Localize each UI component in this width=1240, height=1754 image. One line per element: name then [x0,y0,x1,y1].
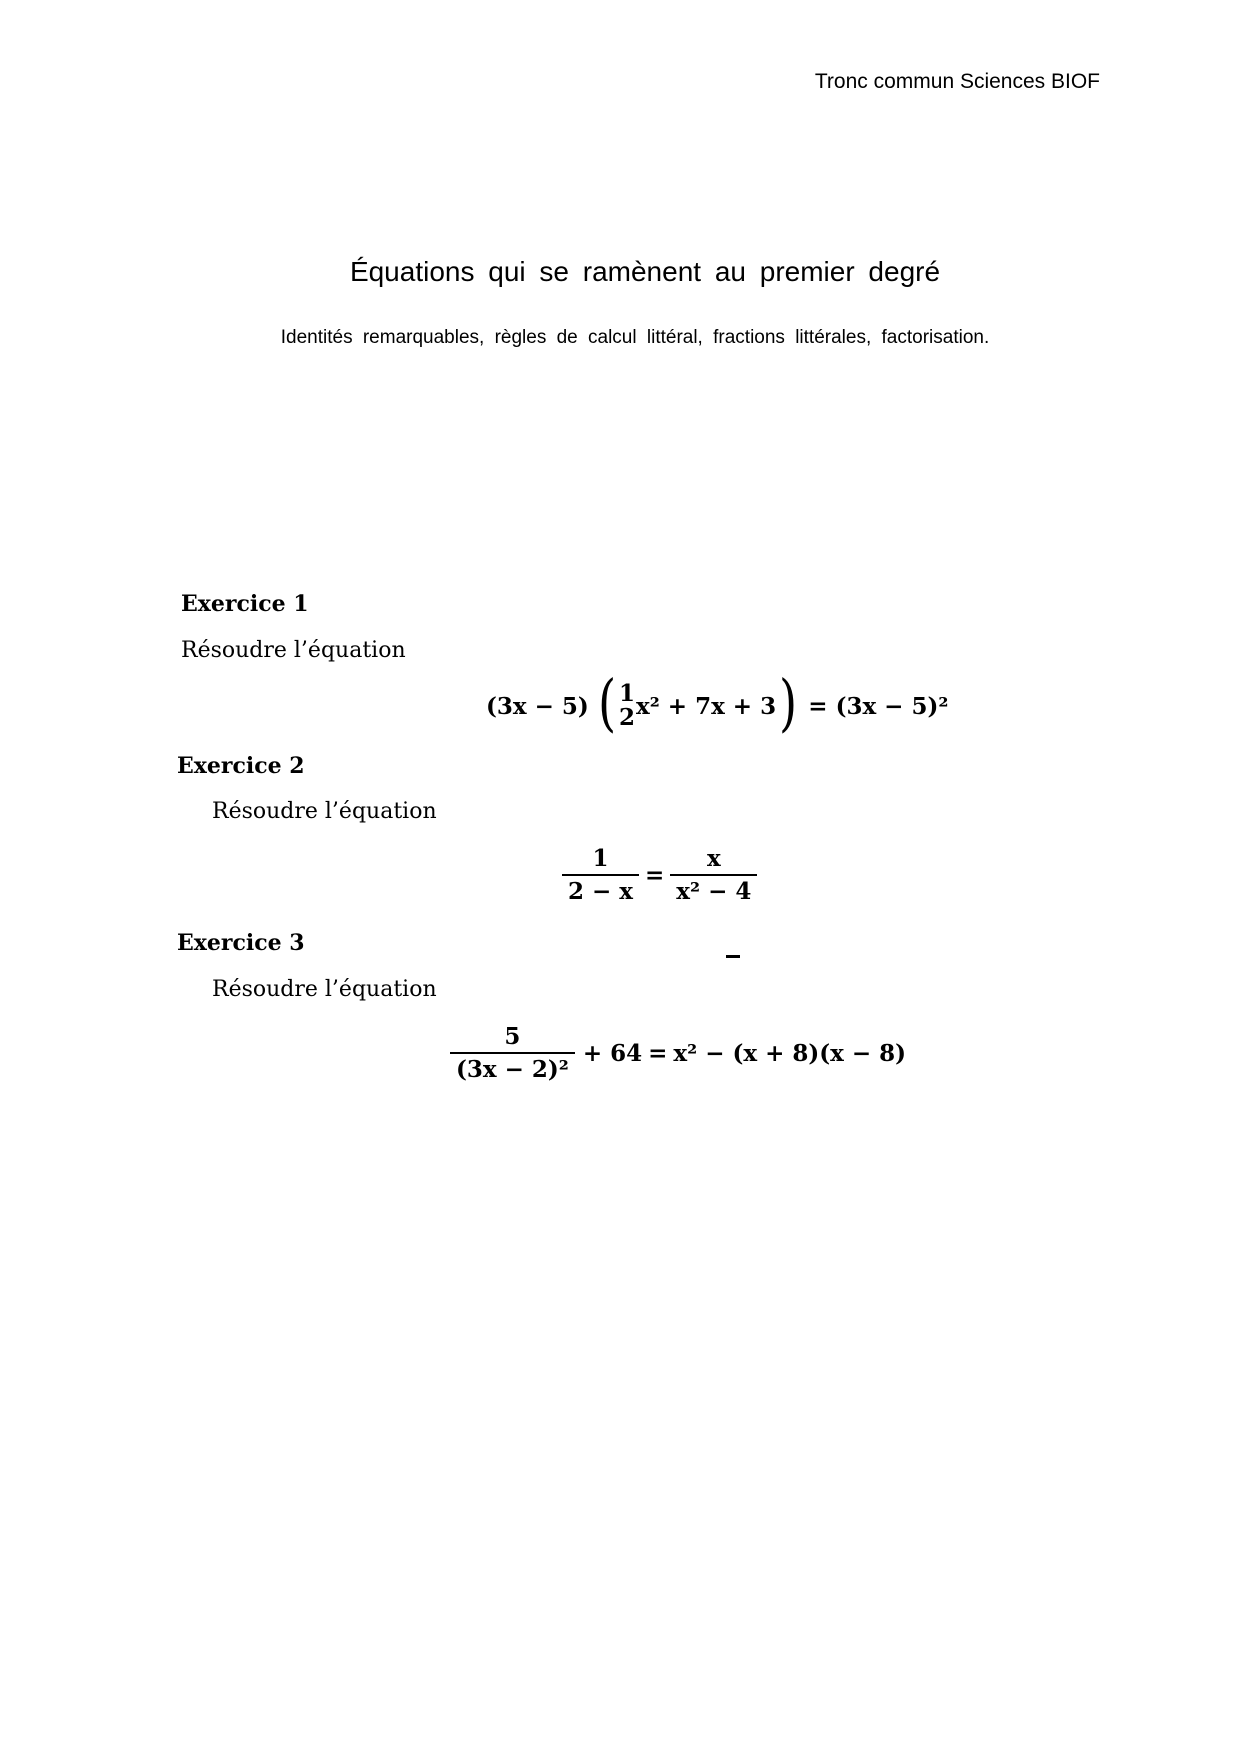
eq2-right-den: x² − 4 [670,874,757,904]
exercise-2-instruction: Résoudre l’équation [212,799,437,824]
eq1-inner-rest: x² + 7x + 3 [636,692,777,720]
eq1-half-den: 2 [618,704,635,731]
eq2-left-num: 1 [592,845,609,872]
eq3-plus-term: + 64 [582,1039,643,1067]
eq1-half-num: 1 [618,679,635,707]
eq3-den: (3x − 2)² [450,1052,575,1082]
eq1-half [618,679,635,731]
eq1-open-paren: ( [597,666,616,739]
eq3-fraction [450,1024,575,1083]
exercise-2-equation [558,846,761,905]
exercise-2-heading: Exercice 2 [177,753,305,779]
course-label: Tronc commun Sciences BIOF [814,70,1100,93]
eq2-right-fraction [670,846,757,905]
eq3-rhs: x² − (x + 8)(x − 8) [673,1039,907,1067]
exercise-3-instruction: Résoudre l’équation [212,977,437,1002]
eq2-equals: = [645,861,665,889]
eq3-equals: = [648,1039,668,1067]
eq1-rhs: (3x − 5)² [835,692,949,720]
page-subtitle: Identités remarquables, règles de calcul littéral, fractions littérales, factorisation. [280,327,990,348]
exercise-1-heading: Exercice 1 [181,591,309,617]
eq1-equals: = [808,692,828,720]
eq2-left-den: 2 − x [562,874,639,904]
page-title: Équations qui se ramènent au premier degré [349,256,941,287]
exercise-3-equation [446,1024,906,1083]
exercise-1-instruction: Résoudre l’équation [181,638,406,663]
eq1-lhs-factor: (3x − 5) [486,692,589,720]
exercise-1-equation [486,666,949,739]
stray-dash-mark [726,955,740,958]
eq2-right-num: x [706,845,721,872]
eq3-num: 5 [504,1023,521,1050]
eq2-left-fraction [562,846,639,905]
eq1-close-paren: ) [779,666,798,739]
exercise-3-heading: Exercice 3 [177,930,305,956]
